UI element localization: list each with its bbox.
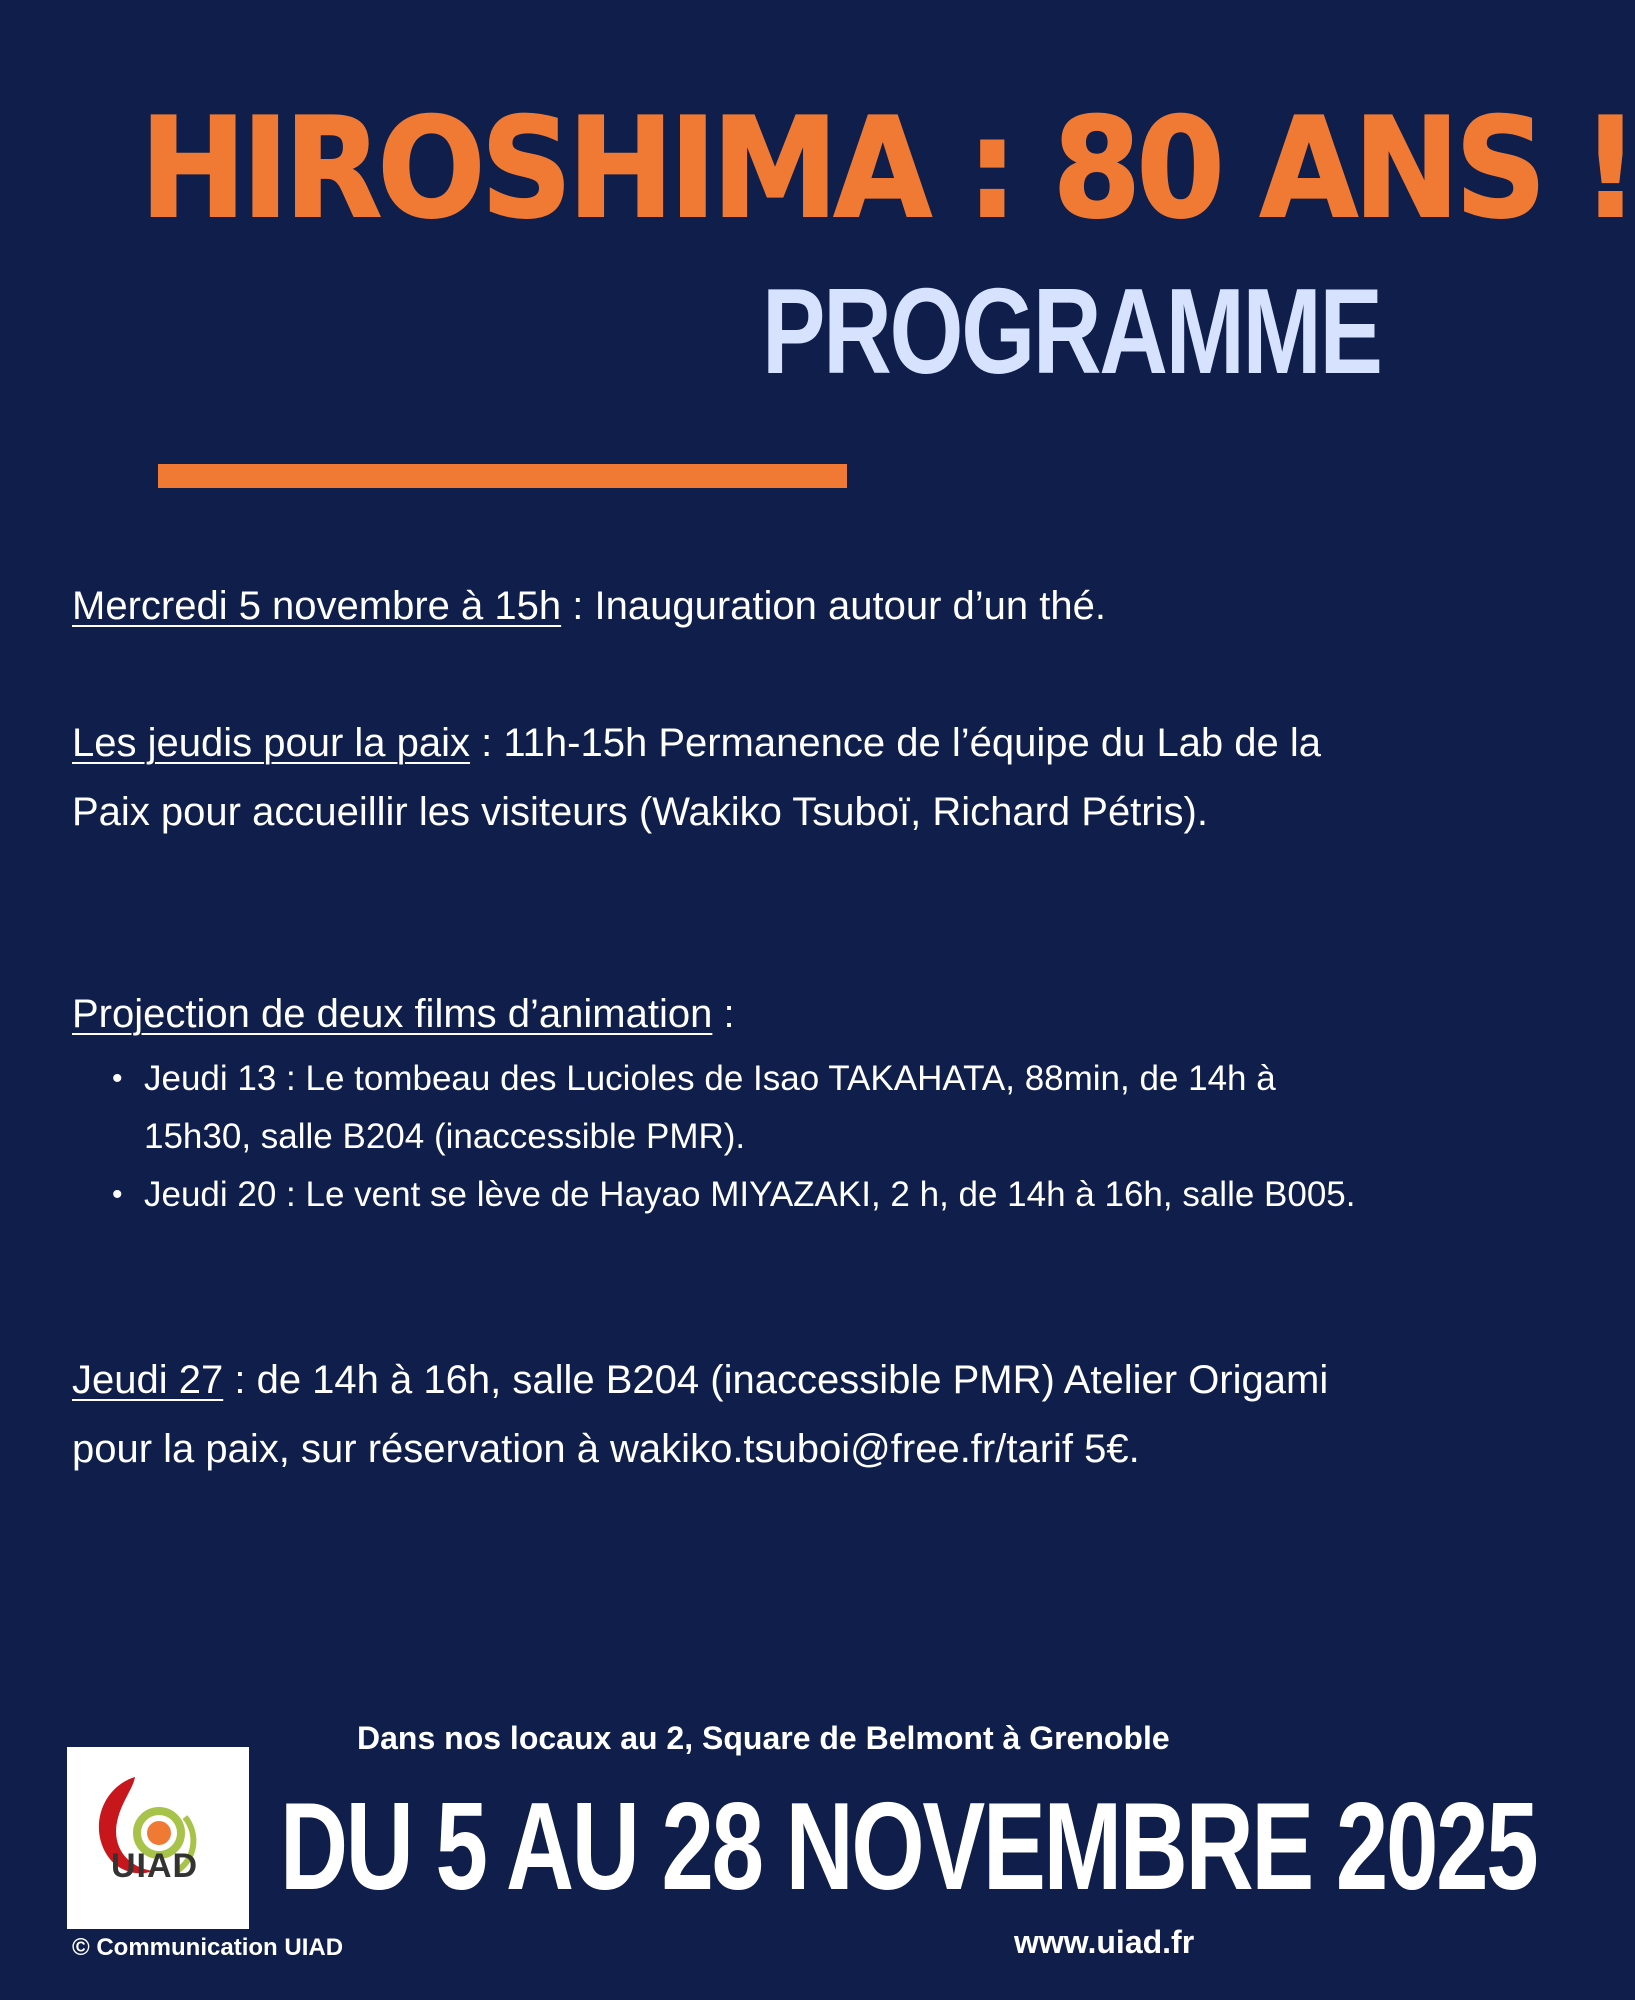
poster-subtitle: PROGRAMME (762, 263, 1381, 399)
logo-text: UIAD (111, 1847, 199, 1885)
event-atelier (72, 1346, 1372, 1484)
event-dates: DU 5 AU 28 NOVEMBRE 2025 (280, 1778, 1537, 1916)
film-list (112, 1050, 1372, 1224)
poster-title: HIROSHIMA : 80 ANS ! (140, 88, 1635, 249)
event-jeudis-label: Les jeudis pour la paix (72, 721, 471, 765)
event-jeudis-text: : 11h-15h Permanence de l’équipe du Lab de la Paix pour accueillir les visiteurs (Wakiko Tsuboï, Richard Pétris). (72, 721, 1322, 834)
logo-swirl-icon (67, 1747, 249, 1929)
event-projection-label: Projection de deux films d’animation (72, 992, 713, 1036)
event-inauguration (72, 572, 1372, 641)
event-atelier-label: Jeudi 27 (72, 1358, 224, 1402)
list-item: • Jeudi 13 : Le tombeau des Lucioles de Isao TAKAHATA, 88min, de 14h à 15h30, salle B204 (inaccessible PMR). (112, 1050, 1372, 1166)
event-projection-text: : (712, 992, 735, 1036)
event-projection (72, 980, 1372, 1049)
website-link[interactable]: www.uiad.fr (1014, 1924, 1195, 1960)
venue-address: Dans nos locaux au 2, Square de Belmont à Grenoble (357, 1720, 1170, 1756)
event-inauguration-text: : Inauguration autour d’un thé. (561, 584, 1106, 628)
event-atelier-text: : de 14h à 16h, salle B204 (inaccessible PMR) Atelier Origami pour la paix, sur réservation à wakiko.tsuboi@free.fr/tarif 5€. (72, 1358, 1329, 1471)
list-item: • Jeudi 20 : Le vent se lève de Hayao MIYAZAKI, 2 h, de 14h à 16h, salle B005. (112, 1166, 1372, 1224)
uiad-logo (67, 1747, 249, 1929)
accent-divider (158, 464, 847, 488)
event-jeudis (72, 709, 1372, 847)
copyright: © Communication UIAD (72, 1934, 344, 1961)
event-inauguration-label: Mercredi 5 novembre à 15h (72, 584, 562, 628)
